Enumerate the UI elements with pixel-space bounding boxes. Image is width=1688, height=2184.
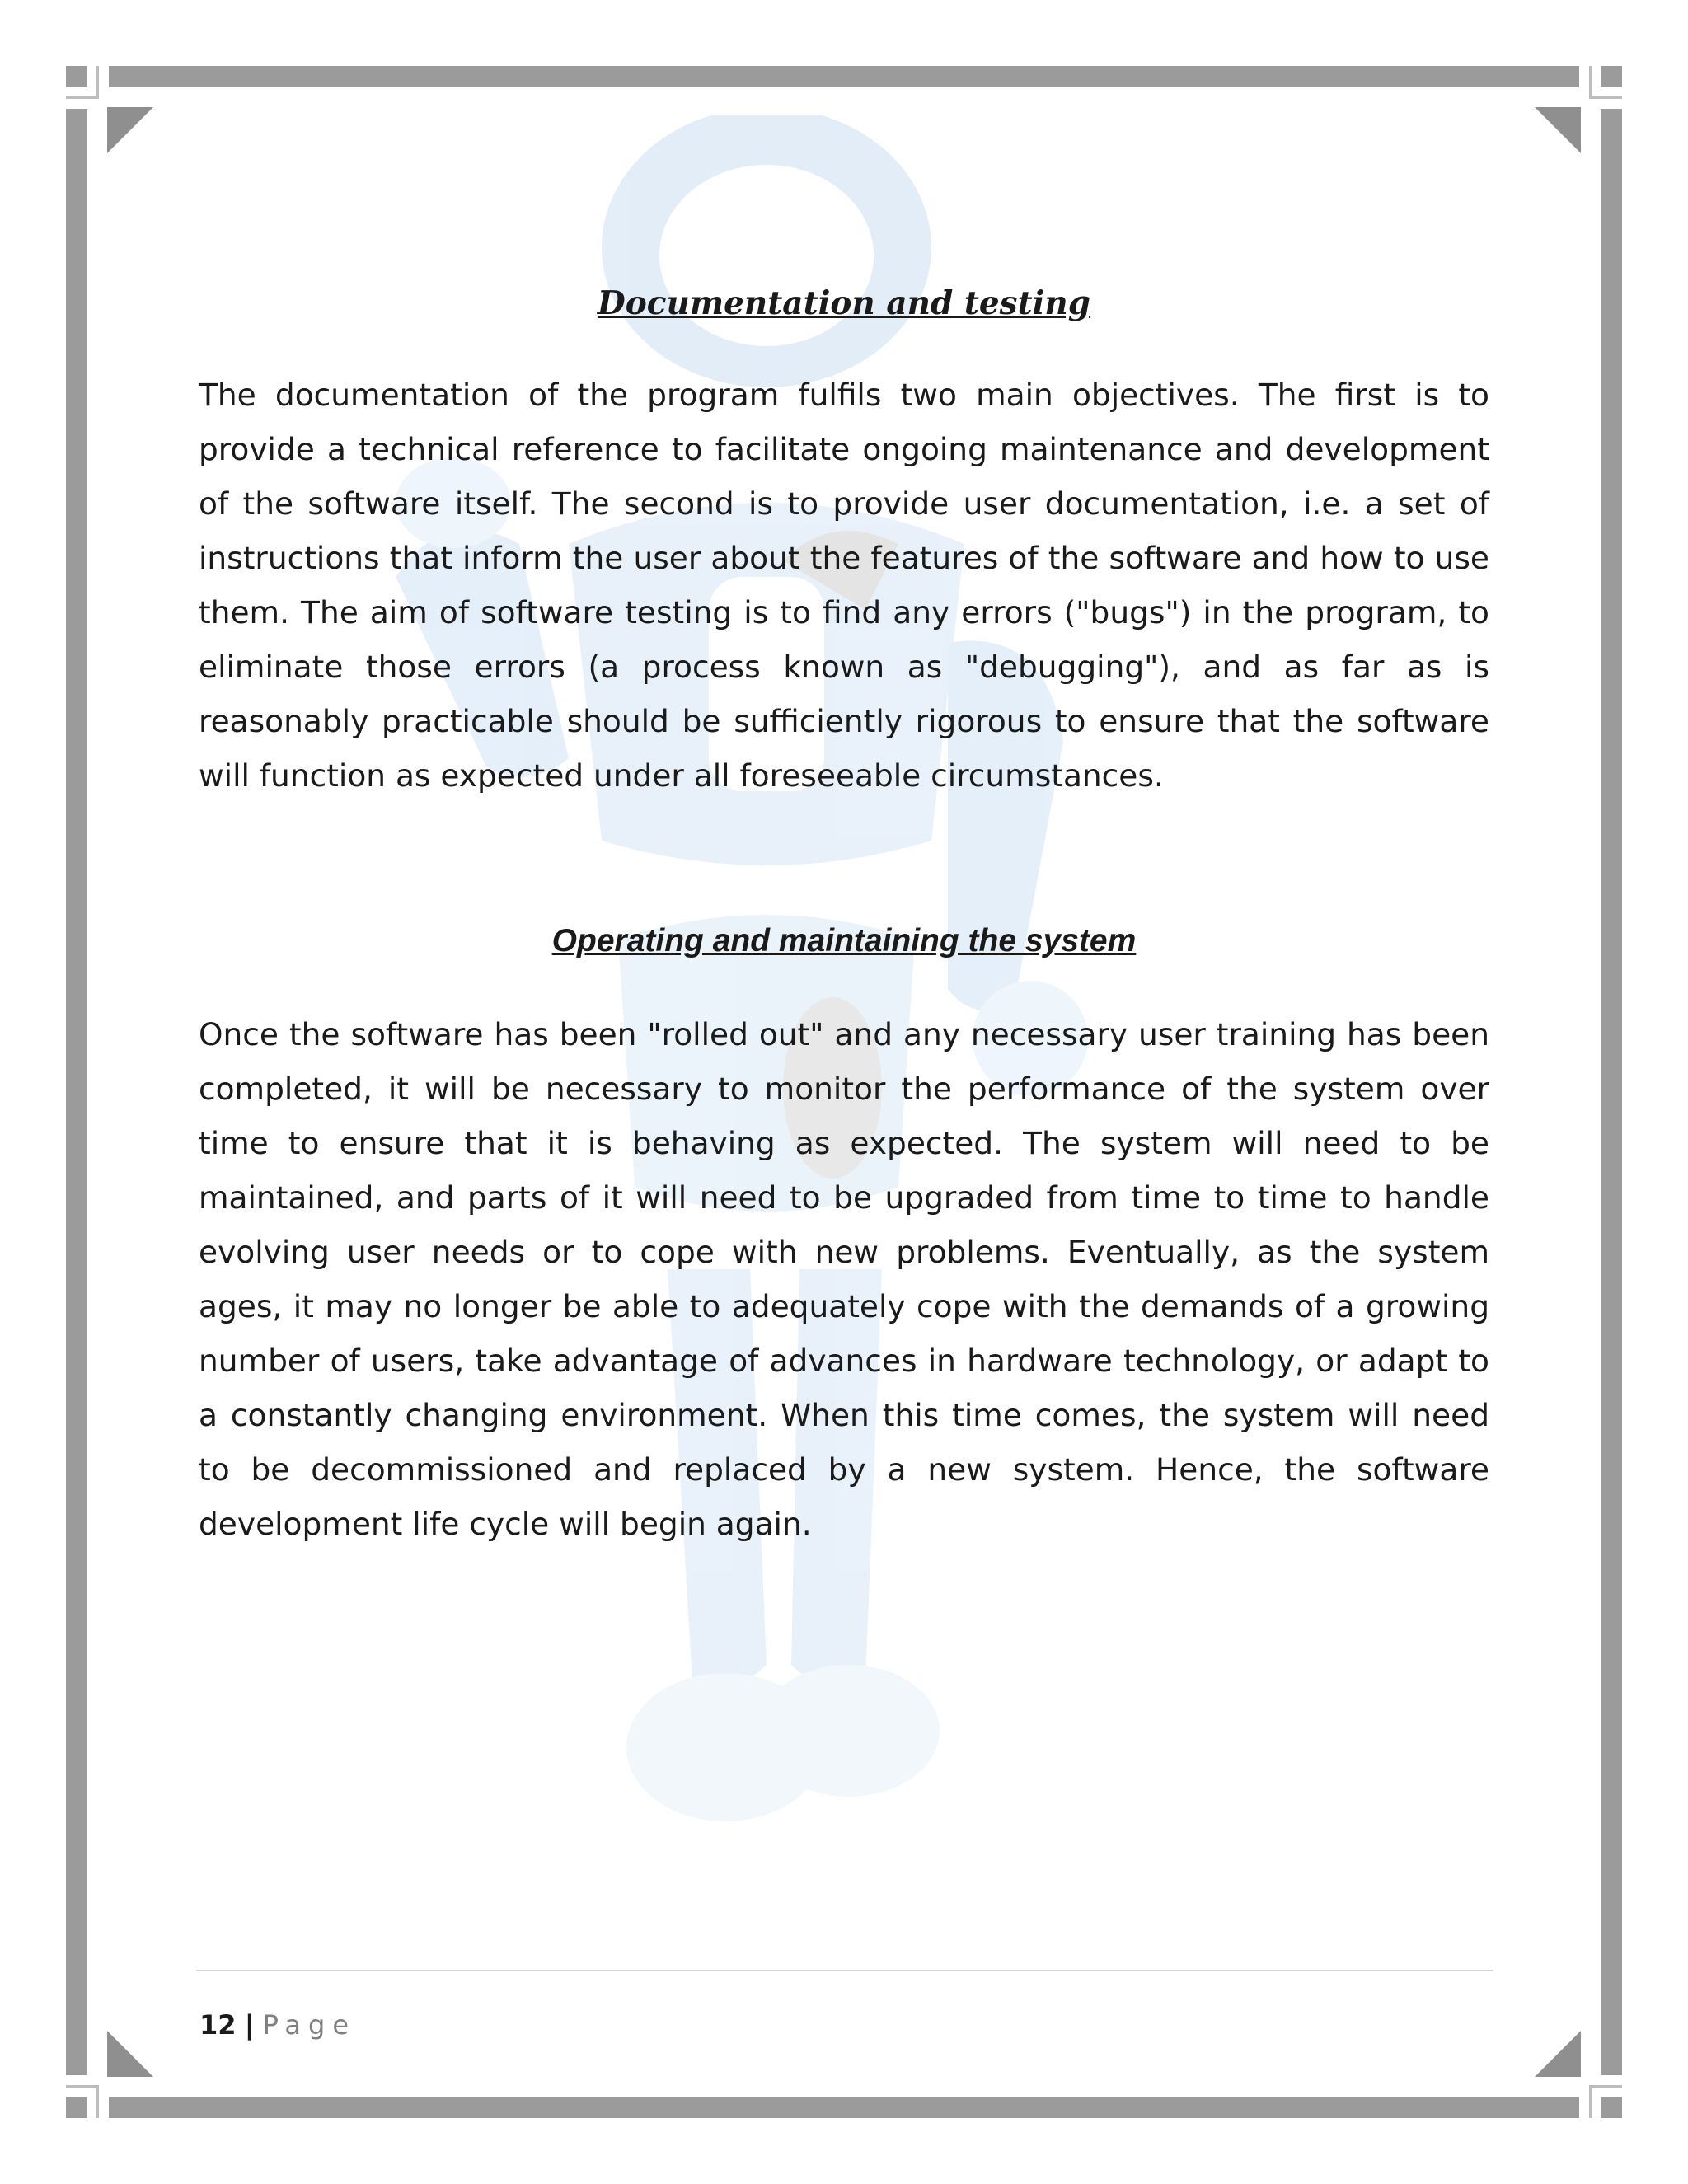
footer-separator: | xyxy=(244,2009,255,2041)
page-footer xyxy=(199,2009,356,2041)
footer-divider xyxy=(196,1970,1493,1971)
corner-triangle-top-left xyxy=(107,107,153,153)
section-heading-operating: Operating and maintaining the system xyxy=(551,923,1137,958)
page-label: Page xyxy=(262,2009,357,2041)
corner-triangle-bottom-right xyxy=(1535,2031,1581,2077)
page-number: 12 xyxy=(199,2009,237,2041)
page-content xyxy=(199,280,1489,1551)
section-body-operating: Once the software has been "rolled out" and any necessary user training has been completed, it will be necessary to monitor the performance of the system over time to ensure that it is behaving as expected. The system will need to be maintained, and parts of it will need to be upgraded from time to time to handle evolving user needs or to cope with new problems. Eventually, as the system ages, it may no longer be able to adequately cope with the demands of a growing number of users, take advantage of advances in hardware technology, or adapt to a constantly changing environment. When this time comes, the system will need to be decommissioned and replaced by a new system. Hence, the software development life cycle will begin again. xyxy=(199,1016,1489,1542)
corner-triangle-bottom-left xyxy=(107,2031,153,2077)
section-heading-documentation: Documentation and testing xyxy=(597,284,1091,322)
section-body-documentation: The documentation of the program fulfils two main objectives. The first is to provide a technical reference to facilitate ongoing maintenance and development of the software itself. The second is to provide user documentation, i.e. a set of instructions that inform the user about the features of the software and how to use them. The aim of software testing is to find any errors ("bugs") in the program, to eliminate those errors (a process known as "debugging"), and as far as is reasonably practicable should be sufficiently rigorous to ensure that the software will function as expected under all foreseeable circumstances. xyxy=(199,377,1489,794)
corner-triangle-top-right xyxy=(1535,107,1581,153)
